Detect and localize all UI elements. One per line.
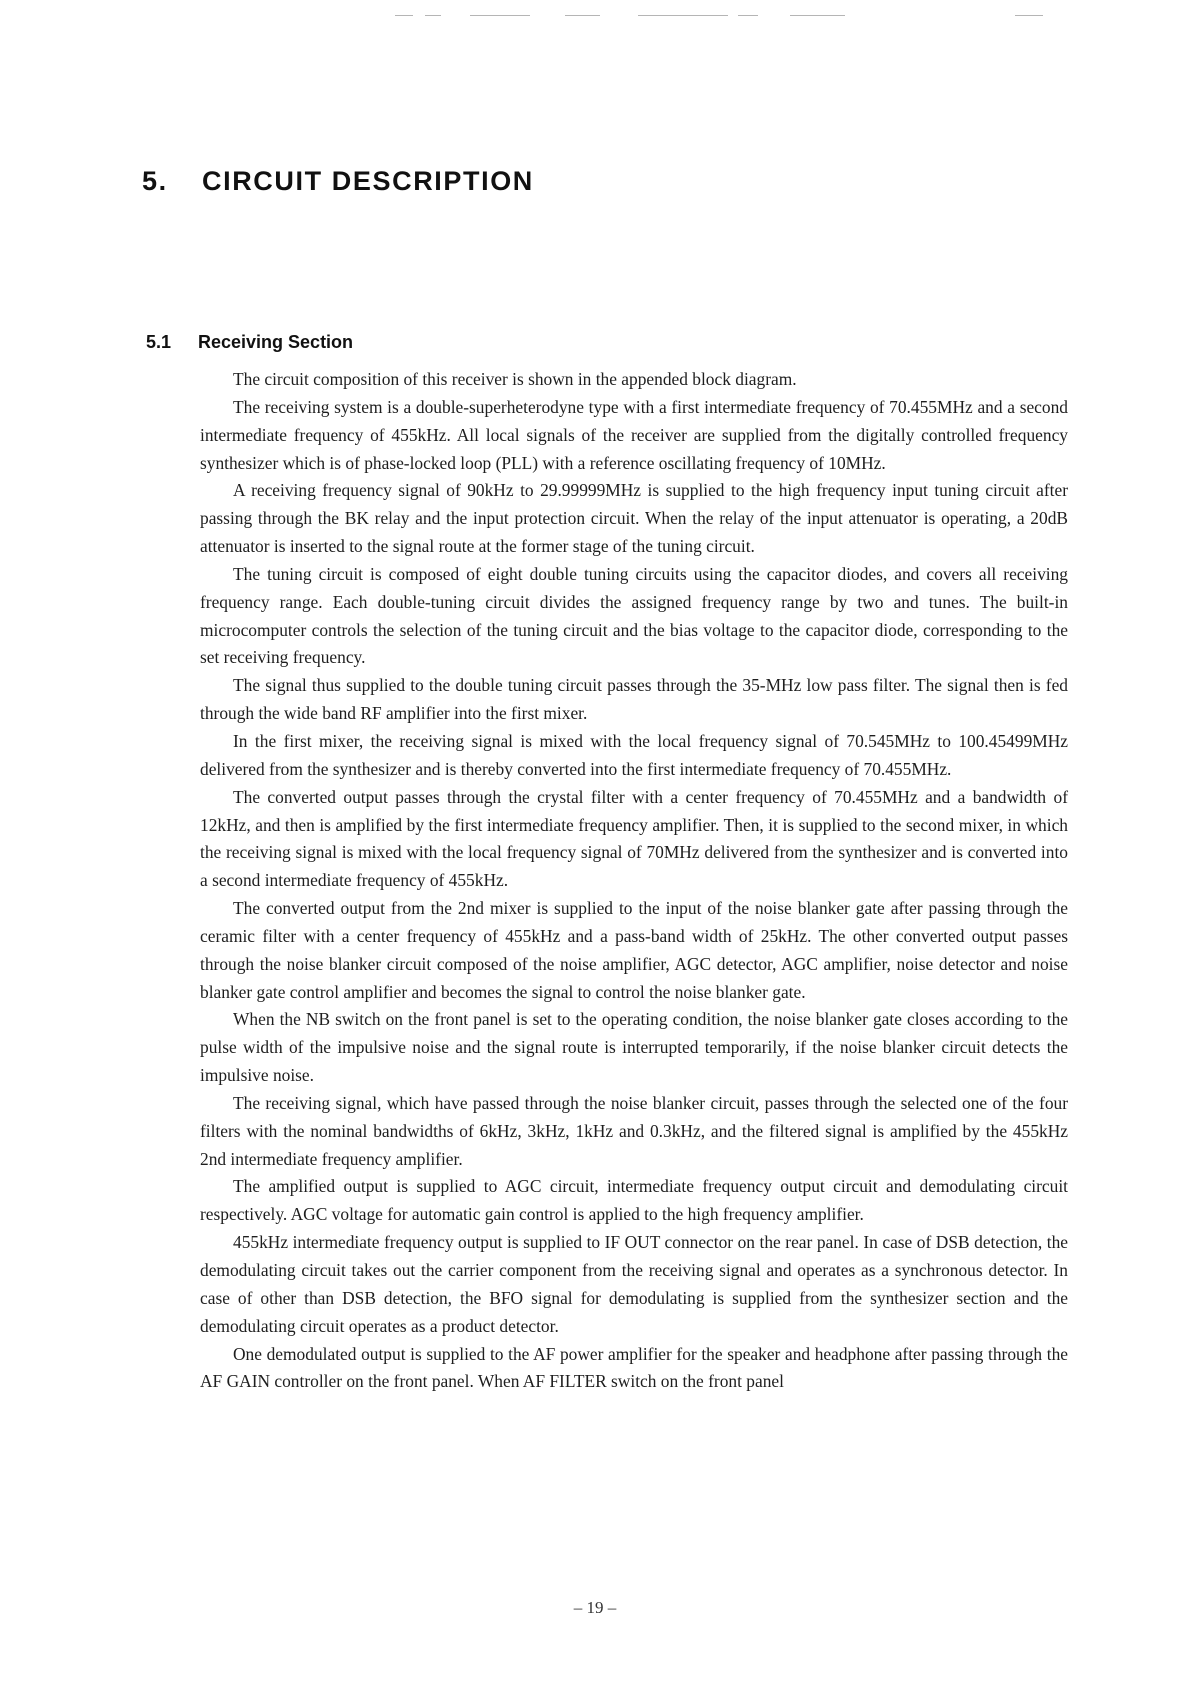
paragraph: 455kHz intermediate frequency output is supplied to IF OUT connector on the rear panel. In case of DSB detection, the demodulating circuit takes out the carrier component from the receiving signal and operates as a synchronous detector. In case of other than DSB detection, the BFO signal for demodulating is supplied from the synthesizer section and the demodulating circuit operates as a product detector. xyxy=(200,1232,1068,1336)
paragraph: The receiving signal, which have passed through the noise blanker circuit, passes through the selected one of the four filters with the nominal bandwidths of 6kHz, 3kHz, 1kHz and 0.3kHz, and the filtered signal is amplified by the 455kHz 2nd intermediate frequency amplifier. xyxy=(200,1092,1068,1169)
paragraph: The signal thus supplied to the double tuning circuit passes through the 35-MHz low pass filter. The signal then is fed through the wide band RF amplifier into the first mixer. xyxy=(200,675,1068,724)
paragraph: The circuit composition of this receiver is shown in the appended block diagram. xyxy=(233,369,797,389)
chapter-heading xyxy=(142,166,534,197)
paragraph: In the first mixer, the receiving signal is mixed with the local frequency signal of 70.545MHz to 100.45499MHz delivered from the synthesizer and is thereby converted into the first intermediate frequency of 70.455MHz. xyxy=(200,730,1068,779)
paragraph: A receiving frequency signal of 90kHz to 29.99999MHz is supplied to the high frequency input tuning circuit after passing through the BK relay and the input protection circuit. When the relay of the input attenuator is operating, a 20dB attenuator is inserted to the signal route at the former stage of the tuning circuit. xyxy=(200,480,1068,557)
paragraph: When the NB switch on the front panel is set to the operating condition, the noise blanker gate closes according to the pulse width of the impulsive noise and the signal route is interrupted temporarily, if the noise blanker circuit detects the impulsive noise. xyxy=(200,1009,1068,1086)
page-number: – 19 – xyxy=(573,1598,617,1617)
paragraph: The tuning circuit is composed of eight double tuning circuits using the capacitor diodes, and covers all receiving frequency range. Each double-tuning circuit divides the assigned frequency range by two and tunes. The built-in microcomputer controls the selection of the tuning circuit and the bias voltage to the capacitor diode, corresponding to the set receiving frequency. xyxy=(200,563,1068,668)
paragraph: The amplified output is supplied to AGC circuit, intermediate frequency output circuit and demodulating circuit respectively. AGC voltage for automatic gain control is applied to the high frequency amplifier. xyxy=(200,1176,1068,1225)
section-number: 5.1 xyxy=(146,332,172,352)
section-title: Receiving Section xyxy=(198,332,354,352)
chapter-number: 5. xyxy=(142,166,168,196)
paragraph: The receiving system is a double-superheterodyne type with a first intermediate frequency of 70.455MHz and a second intermediate frequency of 455kHz. All local signals of the receiver are supplied from the digitally controlled frequency synthesizer which is of phase-locked loop (PLL) with a reference oscillating frequency of 10MHz. xyxy=(200,396,1068,473)
paragraph: The converted output from the 2nd mixer is supplied to the input of the noise blanker gate after passing through the ceramic filter with a center frequency of 455kHz and a pass-band width of 25kHz. The other converted output passes through the noise blanker circuit composed of the noise amplifier, AGC detector, AGC amplifier, noise detector and noise blanker gate control amplifier and becomes the signal to control the noise blanker gate. xyxy=(200,898,1068,1002)
paragraph: The converted output passes through the crystal filter with a center frequency of 70.455MHz and a bandwidth of 12kHz, and then is amplified by the first intermediate frequency amplifier. Then, it is supplied to the second mixer, in which the receiving signal is mixed with the local frequency signal of 70MHz delivered from the synthesizer and is converted into a second intermediate frequency of 455kHz. xyxy=(200,786,1068,891)
paragraph: One demodulated output is supplied to the AF power amplifier for the speaker and headphone after passing through the AF GAIN controller on the front panel. When AF FILTER switch on the front panel xyxy=(200,1343,1068,1392)
section-body xyxy=(200,366,1068,1396)
section-heading xyxy=(146,332,353,353)
chapter-title: CIRCUIT DESCRIPTION xyxy=(202,166,534,196)
top-scan-rules xyxy=(0,15,1190,18)
